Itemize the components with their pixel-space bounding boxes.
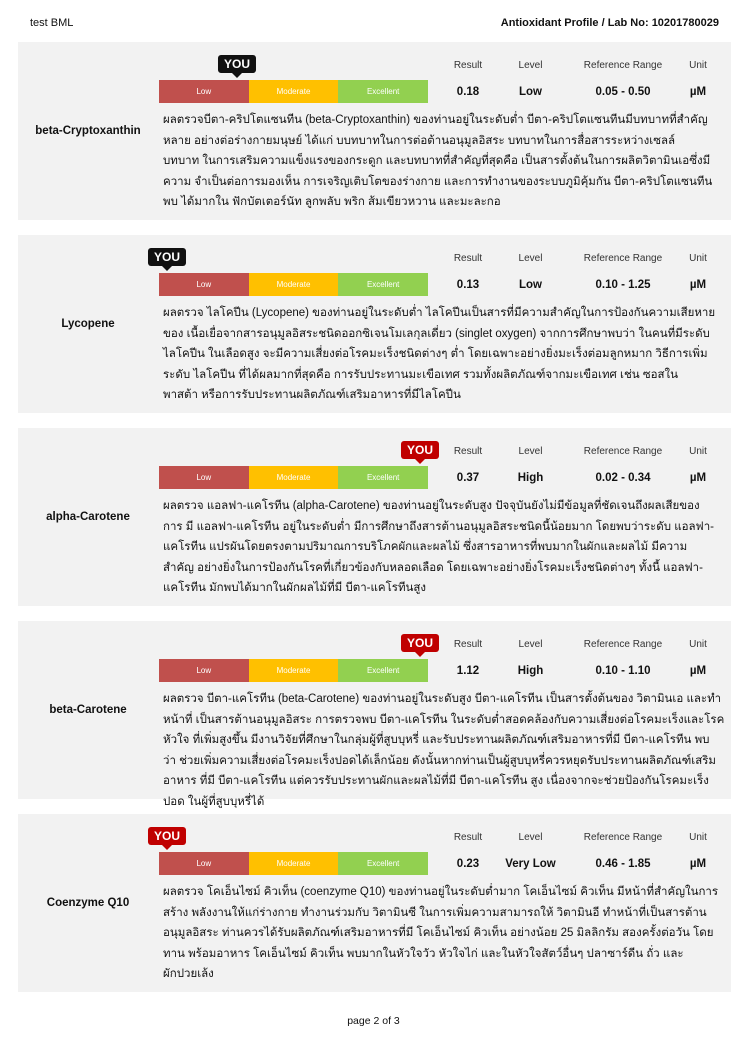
scale-moderate: Moderate <box>249 80 339 103</box>
description-line: ผลตรวจ ไลโคปีน (Lycopene) ของท่านอยู่ในระดับต่ำ ไลโคปีนเป็นสารที่มีความสำคัญในการป้องกันความเสียหาย <box>163 307 716 319</box>
level-header: Level <box>518 253 543 264</box>
scale-moderate: Moderate <box>249 659 339 682</box>
you-marker: YOU <box>148 827 186 845</box>
description-line: บทบาท ในการเสริมความแข็งแรงของกระดูก และบทบาทที่สำคัญที่สุดคือ เป็นสารตั้งต้นในการผลิตวิตามินเอซึ่งมี <box>163 155 711 167</box>
description-line: สำคัญ อย่างยิ่งในการป้องกันโรคที่เกี่ยวข้องกับหลอดเลือด โดยเฉพาะอย่างยิ่งโรคมะเร็งชนิดต่างๆ ทั้งนี้ แอลฟา- <box>163 561 703 574</box>
scale-low: Low <box>159 273 249 296</box>
description-line: สร้าง พลังงานให้แก่ร่างกาย ทำงานร่วมกับ วิตามินซี ในการเพิ่มความสามารถให้ วิตามินอี ทำหน้าที่เป็นสารต้าน <box>163 906 707 919</box>
description-line: แคโรทีน แปรผันโดยตรงตามปริมาณการบริโภคผักและผลไม้ ซึ่งสารอาหารที่พบมากในผักและผลไม้ มีความ <box>163 541 688 553</box>
result-header: Result <box>453 253 483 264</box>
unit-value: µM <box>689 472 707 484</box>
level-scale-bar <box>159 852 428 875</box>
scale-moderate: Moderate <box>249 466 339 489</box>
unit-value: µM <box>689 279 707 291</box>
result-value: 0.37 <box>456 472 480 484</box>
report-title: Antioxidant Profile / Lab No: 10201780029 <box>500 17 719 29</box>
description-line: ผลตรวจ แอลฟา-แคโรทีน (alpha-Carotene) ของท่านอยู่ในระดับสูง ปัจจุบันยังไม่มีข้อมูลที่ชัดเจนถึงผลเสียของ <box>163 500 700 512</box>
description-line: ว่า ช่วยเพิ่มความเสี่ยงต่อโรคมะเร็งปอดได้เล็กน้อย ดังนั้นหากท่านเป็นผู้สูบบุหรี่ควรหยุดรับประทานผลิตภัณฑ์เสริม <box>163 754 716 767</box>
unit-value: µM <box>689 858 707 870</box>
level-scale-bar <box>159 466 428 489</box>
scale-low: Low <box>159 466 249 489</box>
analyte-name: alpha-Carotene <box>46 511 130 523</box>
unit-value: µM <box>689 665 707 677</box>
description-line: ทาน พร้อมอาหาร โคเอ็นไซม์ คิวเท็น พบมากในหัวใจวัว หัวใจไก่ และในหัวใจสัตว์อื่นๆ ปลาซาร์ดีน ถั่ว และ <box>163 947 684 960</box>
reference-range: 0.46 - 1.85 <box>595 858 651 870</box>
description <box>163 110 728 213</box>
level-value: Low <box>519 279 542 291</box>
scale-excellent: Excellent <box>338 852 428 875</box>
result-value: 0.13 <box>456 279 480 291</box>
reference-header: Reference Range <box>583 446 663 457</box>
level-value: Low <box>519 86 542 98</box>
reference-header: Reference Range <box>583 832 663 843</box>
you-marker: YOU <box>401 634 439 652</box>
description-line: อนุมูลอิสระ ท่านควรได้รับผลิตภัณฑ์เสริมอาหารที่มี โคเอ็นไซม์ คิวเท็น อย่างน้อย 25 มิลลิกรัม สองครั้งต่อวัน โดย <box>163 927 714 939</box>
analyte-name: Coenzyme Q10 <box>46 897 130 909</box>
description-line: การ มี แอลฟา-แคโรทีน อยู่ในระดับต่ำ มีการศึกษาถึงสารต้านอนุมูลอิสระชนิดนี้น้อยมาก โดยพบว่าระดับ แอลฟา- <box>163 520 714 533</box>
level-scale-bar <box>159 659 428 682</box>
analyte-card <box>18 814 731 992</box>
description <box>163 496 728 599</box>
description-line: ความ จำเป็นต่อการมองเห็น การเจริญเติบโตของร่างกาย และการทำงานของระบบภูมิคุ้มกัน บีตา-คริปโตแซนทีน <box>163 175 713 188</box>
scale-low: Low <box>159 80 249 103</box>
analyte-name: beta-Carotene <box>49 704 127 716</box>
reference-header: Reference Range <box>583 253 663 264</box>
level-header: Level <box>518 832 543 843</box>
patient-name: test BML <box>30 17 74 29</box>
scale-excellent: Excellent <box>338 80 428 103</box>
analyte-card <box>18 42 731 220</box>
scale-excellent: Excellent <box>338 466 428 489</box>
unit-value: µM <box>689 86 707 98</box>
reference-range: 0.02 - 0.34 <box>595 472 651 484</box>
result-header: Result <box>453 60 483 71</box>
analyte-name: beta-Cryptoxanthin <box>35 125 141 137</box>
result-header: Result <box>453 639 483 650</box>
description-line: แคโรทีน มักพบได้มากในผักผลไม้ที่มี บีตา-แคโรทีนสูง <box>163 582 427 594</box>
page-number: page 2 of 3 <box>347 1015 400 1027</box>
result-value: 0.23 <box>456 858 480 870</box>
unit-header: Unit <box>689 253 707 264</box>
description-line: หัวใจ ที่เพิ่มสูงขึ้น มีงานวิจัยที่ศึกษาในกลุ่มผู้ที่สูบบุหรี่ และรับประทานผลิตภัณฑ์เสริมอาหารที่มี บีตา-แคโรทีน พบ <box>163 734 710 746</box>
scale-moderate: Moderate <box>249 273 339 296</box>
analyte-card <box>18 428 731 606</box>
description-line: ปอด ในผู้ที่สูบบุหรี่ได้ <box>163 795 265 808</box>
analyte-card <box>18 235 731 413</box>
result-header: Result <box>453 832 483 843</box>
description-line: ผลตรวจ บีตา-แคโรทีน (beta-Carotene) ของท่านอยู่ในระดับสูง บีตา-แคโรทีน เป็นสารตั้งต้นของ วิตามินเอ และทำ <box>163 693 722 705</box>
unit-header: Unit <box>689 60 707 71</box>
description-line: อาหาร ที่มี บีตา-แคโรทีน แต่ควรรับประทานผักและผลไม้ที่มี บีตา-แคโรทีน สูง เนื่องจากจะช่วยป้องกันโรคมะเร็ง <box>163 775 709 787</box>
reference-range: 0.10 - 1.25 <box>595 279 651 291</box>
description-line: ผลตรวจบีตา-คริปโตแซนทีน (beta-Cryptoxanthin) ของท่านอยู่ในระดับต่ำ บีตา-คริปโตแซนทีนมีบทบาทที่สำคัญ <box>163 114 708 126</box>
result-value: 1.12 <box>456 665 480 677</box>
reference-range: 0.10 - 1.10 <box>595 665 651 677</box>
level-value: High <box>517 472 544 484</box>
description-line: หลาย อย่างต่อร่างกายมนุษย์ ได้แก่ บบทบาทในการต่อต้านอนุมูลอิสระ บทบาทในการสื่อสารระหว่างเซลล์ <box>163 134 676 147</box>
reference-header: Reference Range <box>583 60 663 71</box>
level-value: High <box>517 665 544 677</box>
description <box>163 882 728 985</box>
analyte-name: Lycopene <box>61 318 115 330</box>
unit-header: Unit <box>689 446 707 457</box>
description-line: ของ เนื้อเยื่อจากสารอนุมูลอิสระชนิดออกซิเจนโมเลกุลเดี่ยว (singlet oxygen) จากการศึกษาพบว่า ในคนที่มีระดับ <box>163 327 710 340</box>
you-marker: YOU <box>218 55 256 73</box>
scale-moderate: Moderate <box>249 852 339 875</box>
scale-excellent: Excellent <box>338 273 428 296</box>
level-header: Level <box>518 639 543 650</box>
result-header: Result <box>453 446 483 457</box>
description-line: ระดับ ไลโคปีน ที่ได้ผลมากที่สุดคือ การรับประทานมะเขือเทศ รวมทั้งผลิตภัณฑ์จากมะเขือเทศ เช่น ซอสใน <box>163 368 679 381</box>
description <box>163 689 728 812</box>
scale-low: Low <box>159 659 249 682</box>
description-line: ผักปวยเล้ง <box>163 968 214 980</box>
description-line: ไลโคปีน ในเลือดสูง จะมีความเสี่ยงต่อโรคมะเร็งชนิดต่างๆ ต่ำ โดยเฉพาะอย่างยิ่งมะเร็งต่อมลูกหมาก วิธีการเพิ่ม <box>163 348 708 360</box>
scale-excellent: Excellent <box>338 659 428 682</box>
result-value: 0.18 <box>456 86 480 98</box>
reference-range: 0.05 - 0.50 <box>595 86 651 98</box>
level-value: Very Low <box>505 858 556 870</box>
level-scale-bar <box>159 273 428 296</box>
unit-header: Unit <box>689 639 707 650</box>
analyte-card <box>18 621 731 808</box>
description <box>163 303 728 406</box>
description-line: ผลตรวจ โคเอ็นไซม์ คิวเท็น (coenzyme Q10) ของท่านอยู่ในระดับต่ำมาก โคเอ็นไซม์ คิวเท็น มีหน้าที่สำคัญในการ <box>163 886 719 898</box>
level-header: Level <box>518 60 543 71</box>
unit-header: Unit <box>689 832 707 843</box>
description-line: พาสต้า หรือการรับประทานผลิตภัณฑ์เสริมอาหารที่มีไลโคปีน <box>163 389 461 401</box>
you-marker: YOU <box>401 441 439 459</box>
description-line: พบ ได้มากใน ฟักบัตเตอร์นัท ลูกพลับ พริก ส้มเขียวหวาน และมะละกอ <box>163 196 501 208</box>
level-header: Level <box>518 446 543 457</box>
you-marker: YOU <box>148 248 186 266</box>
description-line: หน้าที่ เป็นสารต้านอนุมูลอิสระ การตรวจพบ บีตา-แคโรทีน ในระดับต่ำสอดคล้องกับความเสี่ยงต่อโรคมะเร็งและโรค <box>163 713 725 726</box>
level-scale-bar <box>159 80 428 103</box>
reference-header: Reference Range <box>583 639 663 650</box>
scale-low: Low <box>159 852 249 875</box>
